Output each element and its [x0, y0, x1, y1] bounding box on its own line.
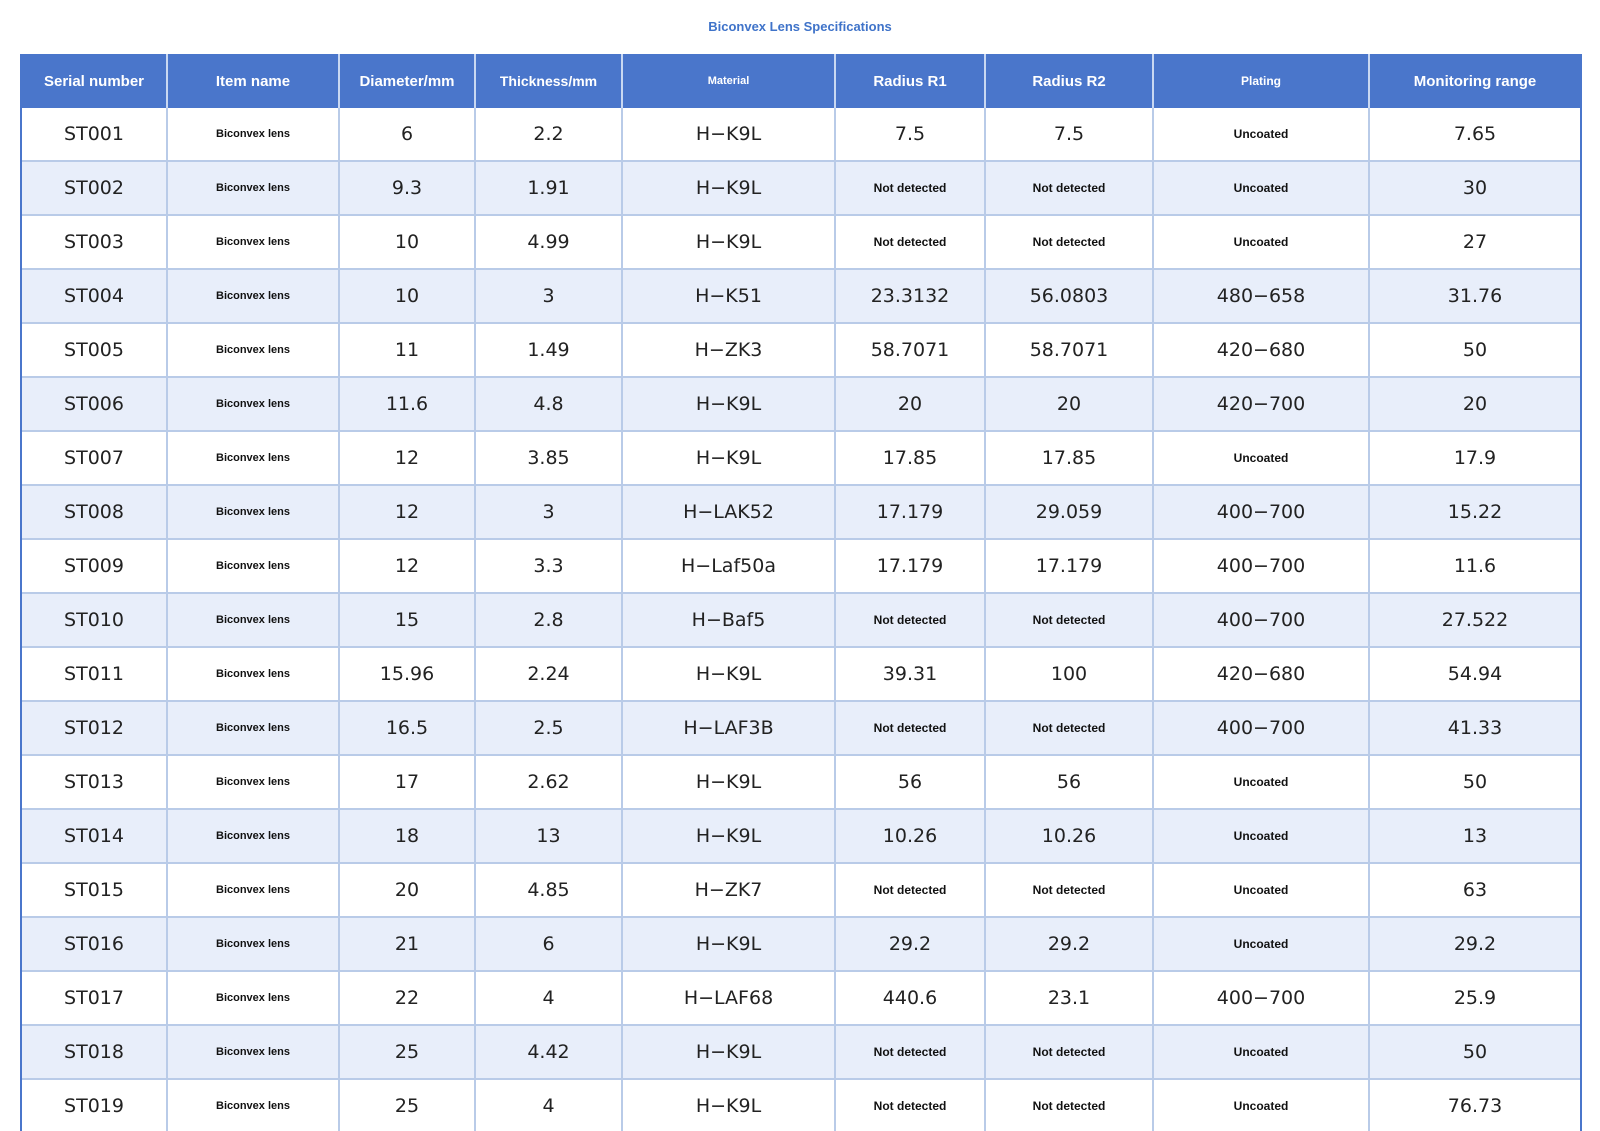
thickness-cell: 1.49: [475, 323, 622, 377]
table-row: [22, 431, 1580, 485]
plating-cell: Uncoated: [1153, 1079, 1369, 1131]
monitoring-range-cell: 15.22: [1369, 485, 1580, 539]
material-cell: H−K9L: [622, 917, 835, 971]
radius-r2-cell: 23.1: [985, 971, 1153, 1025]
table-title: Biconvex Lens Specifications: [708, 19, 892, 34]
diameter-cell: 6: [339, 108, 475, 161]
thickness-cell: 4.99: [475, 215, 622, 269]
thickness-cell: 4.42: [475, 1025, 622, 1079]
diameter-cell: 10: [339, 269, 475, 323]
serial-number-cell: ST009: [22, 539, 167, 593]
radius-r2-cell: 56: [985, 755, 1153, 809]
thickness-cell: 3: [475, 485, 622, 539]
plating-cell: Uncoated: [1153, 917, 1369, 971]
diameter-cell: 15: [339, 593, 475, 647]
radius-r1-cell: 56: [835, 755, 985, 809]
material-cell: H−K9L: [622, 647, 835, 701]
radius-r1-cell: Not detected: [835, 863, 985, 917]
radius-r2-cell: Not detected: [985, 863, 1153, 917]
material-cell: H−K9L: [622, 377, 835, 431]
material-cell: H−LAF68: [622, 971, 835, 1025]
table-row: [22, 701, 1580, 755]
radius-r1-cell: 23.3132: [835, 269, 985, 323]
radius-r2-cell: Not detected: [985, 1079, 1153, 1131]
serial-number-cell: ST006: [22, 377, 167, 431]
table-body: [22, 108, 1580, 1131]
radius-r2-cell: 17.179: [985, 539, 1153, 593]
material-cell: H−Laf50a: [622, 539, 835, 593]
material-cell: H−K9L: [622, 809, 835, 863]
material-cell: H−K9L: [622, 108, 835, 161]
radius-r1-cell: 440.6: [835, 971, 985, 1025]
radius-r2-cell: 56.0803: [985, 269, 1153, 323]
diameter-cell: 11.6: [339, 377, 475, 431]
monitoring-range-cell: 50: [1369, 1025, 1580, 1079]
material-cell: H−K9L: [622, 431, 835, 485]
item-name-cell: Biconvex lens: [167, 323, 339, 377]
table-row: [22, 323, 1580, 377]
table-row: [22, 809, 1580, 863]
table-row: [22, 647, 1580, 701]
table-row: [22, 485, 1580, 539]
serial-number-cell: ST005: [22, 323, 167, 377]
item-name-cell: Biconvex lens: [167, 917, 339, 971]
thickness-cell: 3.85: [475, 431, 622, 485]
header-thickness: Thickness/mm: [475, 54, 622, 108]
monitoring-range-cell: 20: [1369, 377, 1580, 431]
radius-r2-cell: Not detected: [985, 593, 1153, 647]
radius-r1-cell: 29.2: [835, 917, 985, 971]
material-cell: H−K9L: [622, 755, 835, 809]
item-name-cell: Biconvex lens: [167, 755, 339, 809]
table-row: [22, 269, 1580, 323]
monitoring-range-cell: 17.9: [1369, 431, 1580, 485]
radius-r2-cell: Not detected: [985, 1025, 1153, 1079]
plating-cell: 420−680: [1153, 647, 1369, 701]
serial-number-cell: ST002: [22, 161, 167, 215]
thickness-cell: 3: [475, 269, 622, 323]
monitoring-range-cell: 13: [1369, 809, 1580, 863]
plating-cell: 400−700: [1153, 539, 1369, 593]
plating-cell: 400−700: [1153, 701, 1369, 755]
plating-cell: 400−700: [1153, 971, 1369, 1025]
radius-r1-cell: 17.179: [835, 539, 985, 593]
serial-number-cell: ST004: [22, 269, 167, 323]
radius-r1-cell: Not detected: [835, 1025, 985, 1079]
monitoring-range-cell: 50: [1369, 323, 1580, 377]
thickness-cell: 2.5: [475, 701, 622, 755]
diameter-cell: 18: [339, 809, 475, 863]
item-name-cell: Biconvex lens: [167, 1025, 339, 1079]
table-row: [22, 539, 1580, 593]
radius-r1-cell: Not detected: [835, 215, 985, 269]
serial-number-cell: ST018: [22, 1025, 167, 1079]
item-name-cell: Biconvex lens: [167, 108, 339, 161]
item-name-cell: Biconvex lens: [167, 431, 339, 485]
radius-r2-cell: 29.059: [985, 485, 1153, 539]
item-name-cell: Biconvex lens: [167, 161, 339, 215]
plating-cell: 400−700: [1153, 485, 1369, 539]
table-row: [22, 755, 1580, 809]
diameter-cell: 15.96: [339, 647, 475, 701]
serial-number-cell: ST001: [22, 108, 167, 161]
thickness-cell: 2.8: [475, 593, 622, 647]
monitoring-range-cell: 7.65: [1369, 108, 1580, 161]
radius-r2-cell: 10.26: [985, 809, 1153, 863]
radius-r1-cell: 7.5: [835, 108, 985, 161]
serial-number-cell: ST014: [22, 809, 167, 863]
item-name-cell: Biconvex lens: [167, 269, 339, 323]
thickness-cell: 4.8: [475, 377, 622, 431]
radius-r2-cell: Not detected: [985, 161, 1153, 215]
diameter-cell: 11: [339, 323, 475, 377]
monitoring-range-cell: 54.94: [1369, 647, 1580, 701]
table-row: [22, 593, 1580, 647]
serial-number-cell: ST010: [22, 593, 167, 647]
table-row: [22, 1025, 1580, 1079]
table-row: [22, 1079, 1580, 1131]
item-name-cell: Biconvex lens: [167, 485, 339, 539]
plating-cell: Uncoated: [1153, 431, 1369, 485]
material-cell: H−Baf5: [622, 593, 835, 647]
monitoring-range-cell: 11.6: [1369, 539, 1580, 593]
material-cell: H−ZK7: [622, 863, 835, 917]
monitoring-range-cell: 76.73: [1369, 1079, 1580, 1131]
radius-r2-cell: Not detected: [985, 215, 1153, 269]
material-cell: H−K51: [622, 269, 835, 323]
header-monitoring-range: Monitoring range: [1369, 54, 1580, 108]
monitoring-range-cell: 25.9: [1369, 971, 1580, 1025]
item-name-cell: Biconvex lens: [167, 701, 339, 755]
monitoring-range-cell: 27.522: [1369, 593, 1580, 647]
item-name-cell: Biconvex lens: [167, 809, 339, 863]
header-item-name: Item name: [167, 54, 339, 108]
radius-r1-cell: 39.31: [835, 647, 985, 701]
header-radius-r1: Radius R1: [835, 54, 985, 108]
monitoring-range-cell: 30: [1369, 161, 1580, 215]
thickness-cell: 13: [475, 809, 622, 863]
plating-cell: 400−700: [1153, 593, 1369, 647]
diameter-cell: 25: [339, 1025, 475, 1079]
item-name-cell: Biconvex lens: [167, 971, 339, 1025]
plating-cell: Uncoated: [1153, 755, 1369, 809]
serial-number-cell: ST016: [22, 917, 167, 971]
table-row: [22, 161, 1580, 215]
thickness-cell: 4: [475, 971, 622, 1025]
table-row: [22, 863, 1580, 917]
radius-r1-cell: Not detected: [835, 1079, 985, 1131]
table-row: [22, 215, 1580, 269]
material-cell: H−K9L: [622, 1079, 835, 1131]
item-name-cell: Biconvex lens: [167, 863, 339, 917]
serial-number-cell: ST011: [22, 647, 167, 701]
spec-table: [22, 54, 1580, 1131]
radius-r1-cell: 17.179: [835, 485, 985, 539]
diameter-cell: 22: [339, 971, 475, 1025]
material-cell: H−K9L: [622, 215, 835, 269]
thickness-cell: 1.91: [475, 161, 622, 215]
radius-r1-cell: 10.26: [835, 809, 985, 863]
header-material: Material: [622, 54, 835, 108]
plating-cell: Uncoated: [1153, 108, 1369, 161]
thickness-cell: 2.62: [475, 755, 622, 809]
monitoring-range-cell: 29.2: [1369, 917, 1580, 971]
radius-r2-cell: 7.5: [985, 108, 1153, 161]
diameter-cell: 12: [339, 539, 475, 593]
radius-r1-cell: Not detected: [835, 161, 985, 215]
item-name-cell: Biconvex lens: [167, 593, 339, 647]
serial-number-cell: ST012: [22, 701, 167, 755]
material-cell: H−LAK52: [622, 485, 835, 539]
plating-cell: 480−658: [1153, 269, 1369, 323]
plating-cell: Uncoated: [1153, 809, 1369, 863]
table-row: [22, 108, 1580, 161]
item-name-cell: Biconvex lens: [167, 377, 339, 431]
diameter-cell: 12: [339, 431, 475, 485]
header-radius-r2: Radius R2: [985, 54, 1153, 108]
serial-number-cell: ST008: [22, 485, 167, 539]
thickness-cell: 4: [475, 1079, 622, 1131]
diameter-cell: 25: [339, 1079, 475, 1131]
monitoring-range-cell: 27: [1369, 215, 1580, 269]
table-row: [22, 917, 1580, 971]
spec-table-container: [20, 54, 1582, 1131]
serial-number-cell: ST017: [22, 971, 167, 1025]
thickness-cell: 4.85: [475, 863, 622, 917]
radius-r1-cell: 58.7071: [835, 323, 985, 377]
header-plating: Plating: [1153, 54, 1369, 108]
plating-cell: Uncoated: [1153, 863, 1369, 917]
monitoring-range-cell: 41.33: [1369, 701, 1580, 755]
plating-cell: Uncoated: [1153, 215, 1369, 269]
header-serial-number: Serial number: [22, 54, 167, 108]
plating-cell: 420−680: [1153, 323, 1369, 377]
plating-cell: Uncoated: [1153, 161, 1369, 215]
table-row: [22, 377, 1580, 431]
material-cell: H−K9L: [622, 1025, 835, 1079]
radius-r2-cell: 100: [985, 647, 1153, 701]
diameter-cell: 9.3: [339, 161, 475, 215]
diameter-cell: 10: [339, 215, 475, 269]
radius-r1-cell: 20: [835, 377, 985, 431]
radius-r2-cell: 17.85: [985, 431, 1153, 485]
radius-r1-cell: Not detected: [835, 701, 985, 755]
serial-number-cell: ST015: [22, 863, 167, 917]
plating-cell: Uncoated: [1153, 1025, 1369, 1079]
diameter-cell: 12: [339, 485, 475, 539]
item-name-cell: Biconvex lens: [167, 647, 339, 701]
item-name-cell: Biconvex lens: [167, 1079, 339, 1131]
radius-r2-cell: Not detected: [985, 701, 1153, 755]
header-row: [22, 54, 1580, 108]
monitoring-range-cell: 50: [1369, 755, 1580, 809]
serial-number-cell: ST007: [22, 431, 167, 485]
radius-r2-cell: 20: [985, 377, 1153, 431]
radius-r1-cell: Not detected: [835, 593, 985, 647]
serial-number-cell: ST013: [22, 755, 167, 809]
diameter-cell: 20: [339, 863, 475, 917]
diameter-cell: 16.5: [339, 701, 475, 755]
material-cell: H−LAF3B: [622, 701, 835, 755]
thickness-cell: 3.3: [475, 539, 622, 593]
thickness-cell: 2.24: [475, 647, 622, 701]
thickness-cell: 6: [475, 917, 622, 971]
monitoring-range-cell: 63: [1369, 863, 1580, 917]
radius-r2-cell: 58.7071: [985, 323, 1153, 377]
diameter-cell: 17: [339, 755, 475, 809]
header-diameter: Diameter/mm: [339, 54, 475, 108]
plating-cell: 420−700: [1153, 377, 1369, 431]
radius-r2-cell: 29.2: [985, 917, 1153, 971]
serial-number-cell: ST003: [22, 215, 167, 269]
material-cell: H−ZK3: [622, 323, 835, 377]
material-cell: H−K9L: [622, 161, 835, 215]
item-name-cell: Biconvex lens: [167, 539, 339, 593]
diameter-cell: 21: [339, 917, 475, 971]
monitoring-range-cell: 31.76: [1369, 269, 1580, 323]
serial-number-cell: ST019: [22, 1079, 167, 1131]
item-name-cell: Biconvex lens: [167, 215, 339, 269]
thickness-cell: 2.2: [475, 108, 622, 161]
radius-r1-cell: 17.85: [835, 431, 985, 485]
table-row: [22, 971, 1580, 1025]
